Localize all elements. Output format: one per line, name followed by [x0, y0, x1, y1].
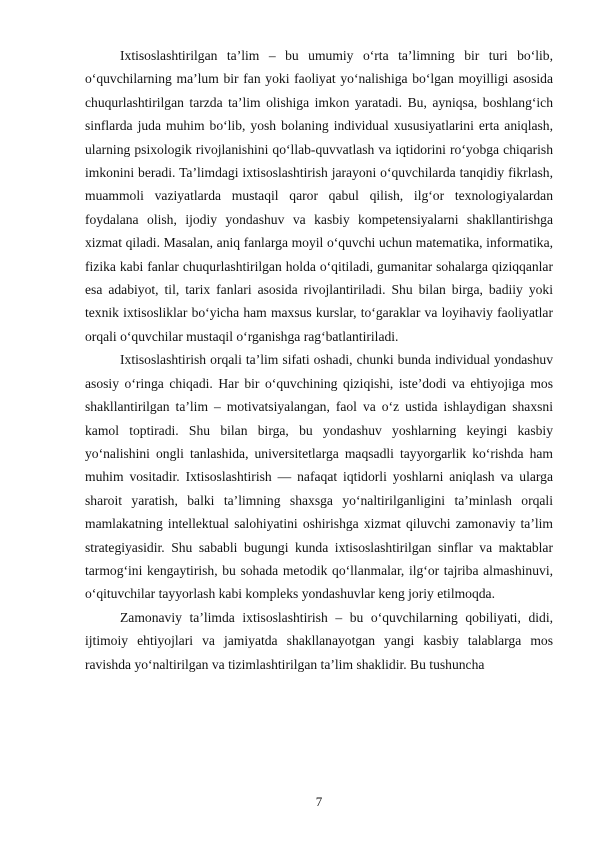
paragraph-2: Ixtisoslashtirish orqali ta’lim sifati oshadi, chunki bunda individual yondashuv asosiy o‘ringa chiqadi. Har bir o‘quvchining qiziqishi, iste’dodi va ehtiyojiga mos shakllantirilgan ta’lim – motivatsiyalangan, faol va o‘z ustida ishlaydigan shaxsni kamol toptiradi. Shu bilan birga, bu yondashuv yoshlarning keyingi kasbiy yo‘nalishini ongli tanlashida, universitetlarga maqsadli tayyorgarlik ko‘rishda ham muhim vositadir. Ixtisoslashtirish — nafaqat iqtidorli yoshlarni aniqlash va ularga sharoit yaratish, balki ta’limning shaxsga yo‘naltirilganligini ta’minlash orqali mamlakatning intellektual salohiyatini oshirishga xizmat qiluvchi zamonaviy ta’lim strategiyasidir. Shu sababli bugungi kunda ixtisoslashtirilgan sinflar va maktablar tarmog‘ini kengaytirish, bu sohada metodik qo‘llanmalar, ilg‘or tajriba almashinuvi, o‘qituvchilar tayyorlash kabi kompleks yondashuvlar keng joriy etilmoqda.	[85, 352, 553, 602]
paragraph-1: Ixtisoslashtirilgan ta’lim – bu umumiy o‘rta ta’limning bir turi bo‘lib, o‘quvchilarning ma’lum bir fan yoki faoliyat yo‘nalishiga bo‘lgan moyilligi asosida chuqurlashtirilgan tarzda ta’lim olishiga imkon yaratadi. Bu, ayniqsa, boshlang‘ich sinflarda juda muhim bo‘lib, yosh bolaning individual xususiyatlarini erta aniqlash, ularning psixologik rivojlanishini qo‘llab-quvvatlash va iqtidorini ro‘yobga chiqarish imkonini beradi. Ta’limdagi ixtisoslashtirish jarayoni o‘quvchilarda tanqidiy fikrlash, muammoli vaziyatlarda mustaqil qaror qabul qilish, ilg‘or texnologiyalardan foydalana olish, ijodiy yondashuv va kasbiy kompetensiyalarni shakllantirishga xizmat qiladi. Masalan, aniq fanlarga moyil o‘quvchi uchun matematika, informatika, fizika kabi fanlar chuqurlashtirilgan holda o‘qitiladi, gumanitar sohalarga qiziqqanlar esa adabiyot, til, tarix fanlari asosida rivojlantiriladi. Shu bilan birga, badiiy yoki texnik ixtisosliklar bo‘yicha ham maxsus kurslar, to‘garaklar va loyihaviy faoliyatlar orqali o‘quvchilar mustaqil o‘rganishga rag‘batlantiriladi.	[85, 48, 553, 344]
body-text	[85, 44, 553, 676]
page-number: 7	[315, 794, 323, 809]
paragraph-3: Zamonaviy ta’limda ixtisoslashtirish – bu o‘quvchilarning qobiliyati, didi, ijtimoiy ehtiyojlari va jamiyatda shakllanayotgan yangi kasbiy talablarga mos ravishda yo‘naltirilgan va tizimlashtirilgan ta’lim shaklidir. Bu tushuncha	[85, 609, 553, 672]
